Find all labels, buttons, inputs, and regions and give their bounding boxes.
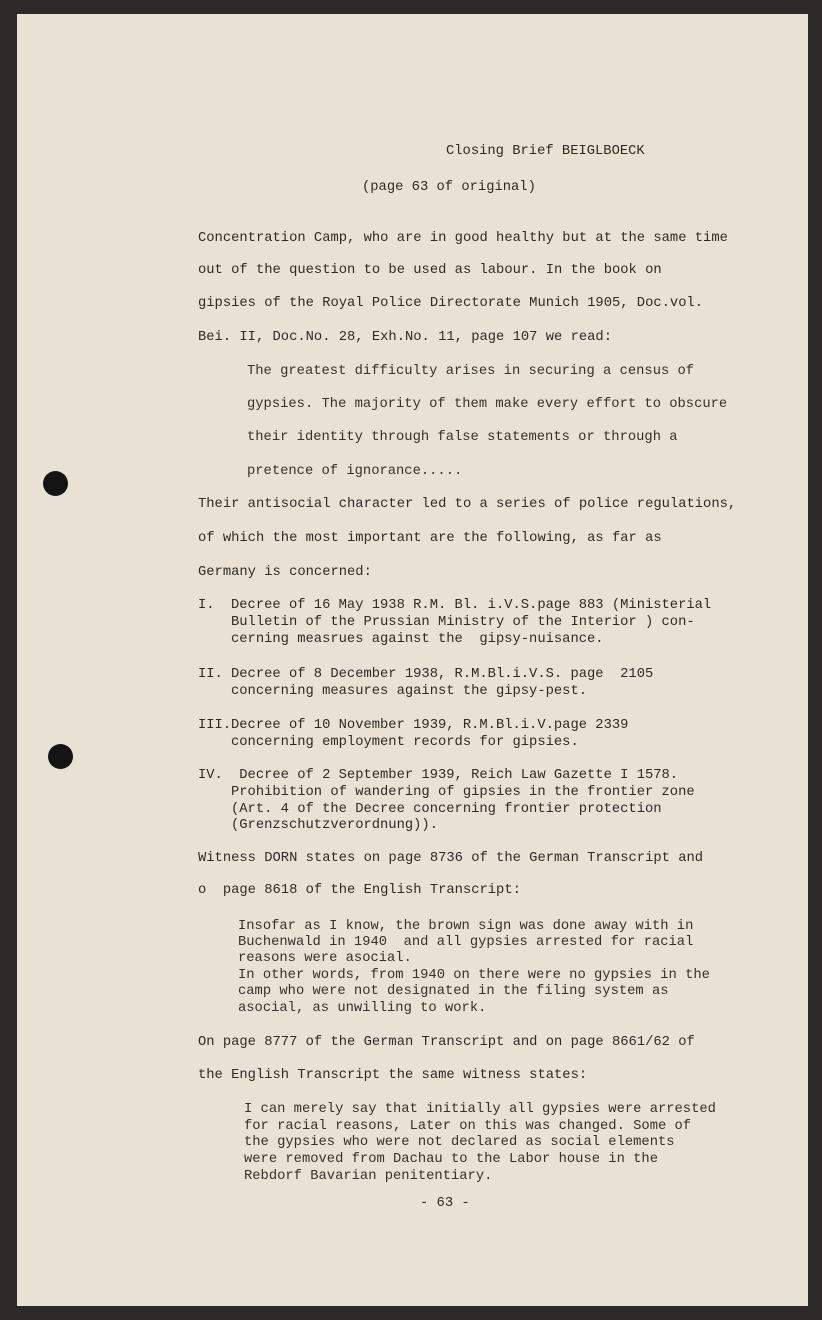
decree-line: Decree of 16 May 1938 R.M. Bl. i.V.S.page 883 (Ministerial [231, 598, 712, 613]
paragraph-line: On page 8777 of the German Transcript and on page 8661/62 of [198, 1035, 695, 1050]
decree-line: (Art. 4 of the Decree concerning frontier protection [231, 802, 662, 817]
quote-line: pretence of ignorance..... [247, 464, 463, 479]
decree-line: cerning measrues against the gipsy-nuisance. [231, 632, 604, 647]
document-subtitle: (page 63 of original) [362, 180, 536, 195]
paragraph-line: out of the question to be used as labour. In the book on [198, 263, 662, 278]
quote-line: Buchenwald in 1940 and all gypsies arrested for racial [238, 935, 694, 950]
paragraph-line: o page 8618 of the English Transcript: [198, 883, 521, 898]
decree-line: Bulletin of the Prussian Ministry of the Interior ) con- [231, 615, 695, 630]
punch-hole [48, 744, 73, 769]
page-number: - 63 - [420, 1196, 470, 1211]
paragraph-line: Their antisocial character led to a series of police regulations, [198, 497, 737, 512]
quote-line: gypsies. The majority of them make every effort to obscure [247, 397, 728, 412]
paragraph-line: Germany is concerned: [198, 565, 372, 580]
decree-line: concerning employment records for gipsies. [231, 735, 579, 750]
decree-number: IV. [198, 768, 223, 783]
quote-line: Rebdorf Bavarian penitentiary. [244, 1169, 493, 1184]
decree-number: II. [198, 667, 223, 682]
decree-line: Prohibition of wandering of gipsies in the frontier zone [231, 785, 695, 800]
quote-line: I can merely say that initially all gypsies were arrested [244, 1102, 716, 1117]
quote-line: their identity through false statements or through a [247, 430, 678, 445]
quote-line: for racial reasons, Later on this was changed. Some of [244, 1119, 692, 1134]
paragraph-line: gipsies of the Royal Police Directorate Munich 1905, Doc.vol. [198, 296, 704, 311]
punch-hole [43, 471, 68, 496]
paragraph-line: Bei. II, Doc.No. 28, Exh.No. 11, page 107 we read: [198, 330, 612, 345]
quote-line: asocial, as unwilling to work. [238, 1001, 487, 1016]
decree-number: I. [198, 598, 215, 613]
quote-line: reasons were asocial. [238, 951, 412, 966]
quote-line: the gypsies who were not declared as social elements [244, 1135, 675, 1150]
decree-number: III. [198, 718, 232, 733]
paragraph-line: Concentration Camp, who are in good healthy but at the same time [198, 231, 728, 246]
decree-line: (Grenzschutzverordnung)). [231, 818, 438, 833]
document-title: Closing Brief BEIGLBOECK [446, 144, 645, 159]
decree-line: concerning measures against the gipsy-pest. [231, 684, 588, 699]
decree-line: Decree of 10 November 1939, R.M.Bl.i.V.page 2339 [231, 718, 629, 733]
quote-line: camp who were not designated in the filing system as [238, 984, 669, 999]
decree-line: Decree of 8 December 1938, R.M.Bl.i.V.S. page 2105 [231, 667, 654, 682]
paragraph-line: the English Transcript the same witness states: [198, 1068, 588, 1083]
decree-line: Decree of 2 September 1939, Reich Law Gazette I 1578. [231, 768, 679, 783]
quote-line: were removed from Dachau to the Labor house in the [244, 1152, 658, 1167]
paragraph-line: Witness DORN states on page 8736 of the German Transcript and [198, 851, 704, 866]
quote-line: Insofar as I know, the brown sign was done away with in [238, 919, 694, 934]
quote-line: The greatest difficulty arises in securing a census of [247, 364, 695, 379]
quote-line: In other words, from 1940 on there were no gypsies in the [238, 968, 710, 983]
paragraph-line: of which the most important are the following, as far as [198, 531, 662, 546]
